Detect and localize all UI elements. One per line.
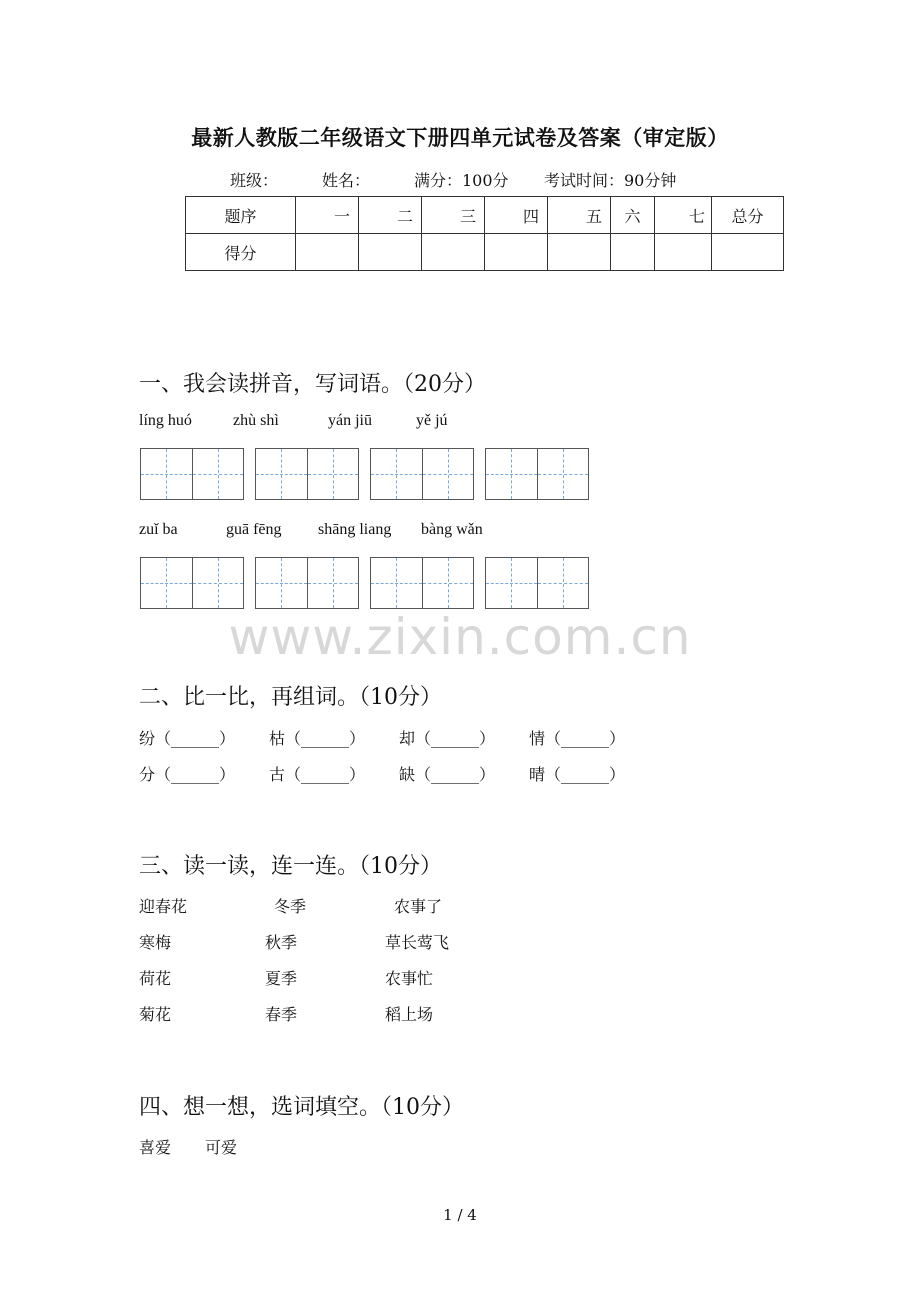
score-cell: 总分 (712, 197, 784, 234)
pinyin-label: zuǐ ba (139, 521, 178, 538)
writing-grid[interactable] (370, 448, 474, 500)
section-3-heading: 三、读一读，连一连。（10分） (139, 854, 442, 879)
exam-time-label: 考试时间：90分钟 (544, 171, 677, 190)
section-1-heading: 一、我会读拼音，写词语。（20分） (139, 372, 486, 397)
score-input-cell[interactable] (359, 234, 422, 271)
match-item-flower[interactable]: 菊花 (139, 1005, 172, 1024)
score-input-cell[interactable] (422, 234, 485, 271)
score-table-score-row (186, 234, 784, 271)
score-cell: 三 (422, 197, 485, 234)
word-choice: 可爱 (205, 1138, 238, 1157)
section-2-heading: 二、比一比，再组词。（10分） (139, 685, 442, 710)
class-label: 班级： (230, 171, 279, 190)
score-input-cell[interactable] (655, 234, 712, 271)
compare-item[interactable]: 却（______） (399, 729, 496, 748)
match-item-farming[interactable]: 稻上场 (385, 1005, 434, 1024)
writing-grid[interactable] (140, 448, 244, 500)
full-score-label: 满分：100分 (414, 171, 509, 190)
pinyin-label: shāng liang (318, 521, 392, 538)
writing-grid[interactable] (370, 557, 474, 609)
score-row-label: 得分 (186, 234, 296, 271)
name-label: 姓名： (322, 171, 371, 190)
score-input-cell[interactable] (485, 234, 548, 271)
score-table-header-row (186, 197, 784, 234)
watermark: www.zixin.com.cn (228, 608, 692, 666)
writing-grid[interactable] (255, 557, 359, 609)
score-cell: 六 (611, 197, 655, 234)
compare-item[interactable]: 纷（______） (139, 729, 236, 748)
compare-item[interactable]: 古（______） (269, 765, 366, 784)
match-item-farming[interactable]: 农事了 (394, 897, 443, 916)
pinyin-label: guā fēng (226, 521, 282, 538)
match-item-season[interactable]: 冬季 (274, 897, 307, 916)
match-item-farming[interactable]: 草长莺飞 (385, 933, 450, 952)
compare-item[interactable]: 分（______） (139, 765, 236, 784)
word-choice: 喜爱 (139, 1138, 172, 1157)
compare-item[interactable]: 枯（______） (269, 729, 366, 748)
match-item-flower[interactable]: 荷花 (139, 969, 172, 988)
section-4-heading: 四、想一想，选词填空。（10分） (139, 1095, 464, 1120)
score-input-cell[interactable] (296, 234, 359, 271)
compare-item[interactable]: 晴（______） (529, 765, 626, 784)
writing-grid[interactable] (140, 557, 244, 609)
match-item-season[interactable]: 秋季 (265, 933, 298, 952)
score-input-cell[interactable] (712, 234, 784, 271)
match-item-farming[interactable]: 农事忙 (385, 969, 434, 988)
pinyin-label: yán jiū (328, 412, 372, 429)
score-cell: 五 (548, 197, 611, 234)
pinyin-label: bàng wǎn (421, 521, 483, 538)
score-cell: 题序 (186, 197, 296, 234)
writing-grid[interactable] (255, 448, 359, 500)
compare-item[interactable]: 情（______） (529, 729, 626, 748)
match-item-flower[interactable]: 寒梅 (139, 933, 172, 952)
score-input-cell[interactable] (548, 234, 611, 271)
score-input-cell[interactable] (611, 234, 655, 271)
match-item-flower[interactable]: 迎春花 (139, 897, 188, 916)
score-cell: 七 (655, 197, 712, 234)
writing-grid[interactable] (485, 448, 589, 500)
match-item-season[interactable]: 夏季 (265, 969, 298, 988)
score-cell: 二 (359, 197, 422, 234)
compare-item[interactable]: 缺（______） (399, 765, 496, 784)
score-cell: 四 (485, 197, 548, 234)
pinyin-label: yě jú (416, 412, 448, 429)
page-title: 最新人教版二年级语文下册四单元试卷及答案（审定版） (191, 125, 729, 150)
writing-grid[interactable] (485, 557, 589, 609)
score-cell: 一 (296, 197, 359, 234)
pinyin-label: líng huó (139, 412, 192, 429)
pinyin-label: zhù shì (233, 412, 279, 429)
page-number: 1 / 4 (443, 1206, 477, 1224)
match-item-season[interactable]: 春季 (265, 1005, 298, 1024)
score-table (185, 196, 784, 271)
